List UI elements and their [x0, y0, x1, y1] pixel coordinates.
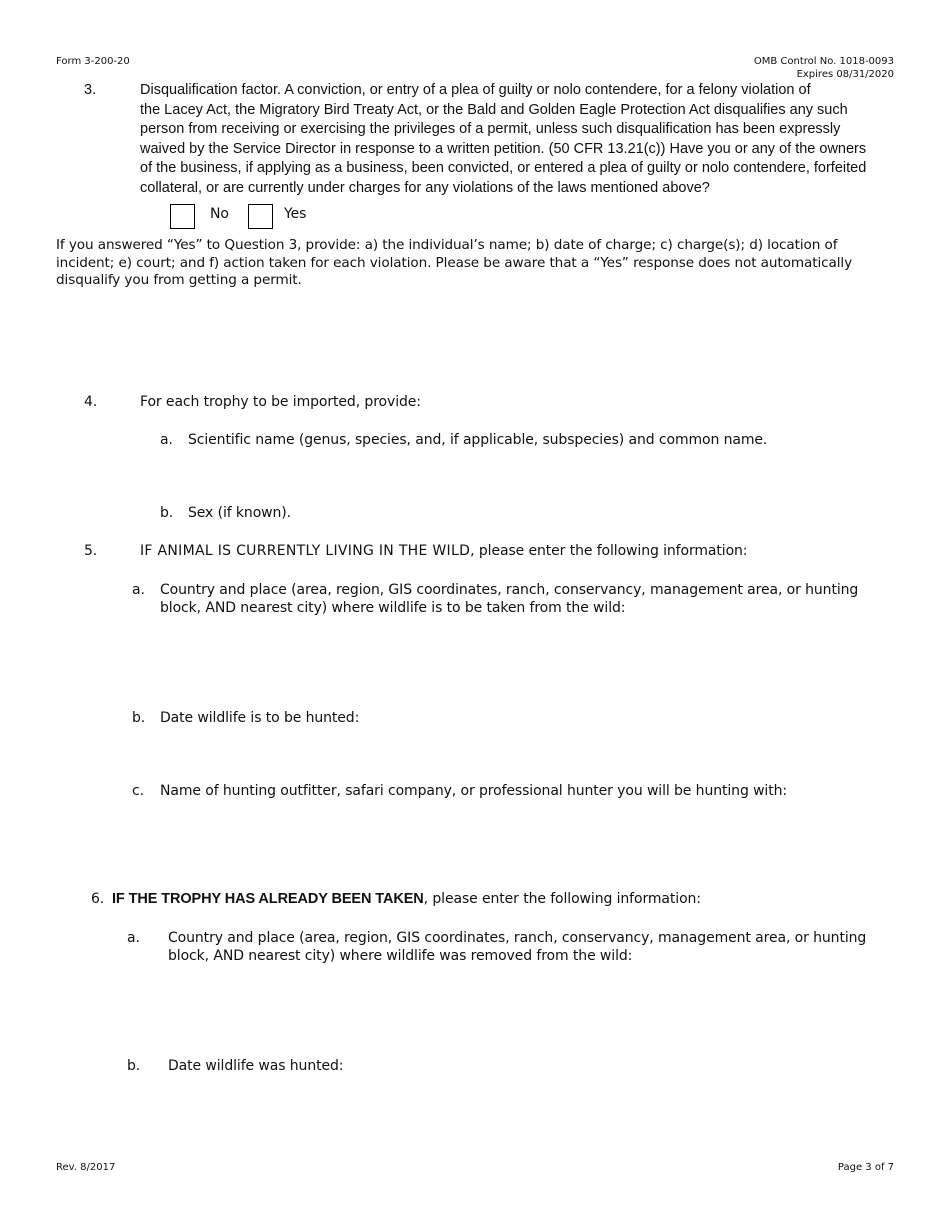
q3-no-checkbox[interactable]: [170, 204, 195, 229]
q5-a-text: [160, 581, 920, 617]
q3-followup-line: If you answered “Yes” to Question 3, provide: a) the individual’s name; b) date of charge; c) charge(s); d) location of: [56, 237, 838, 253]
q4-a-text: Scientific name (genus, species, and, if applicable, subspecies) and common name.: [188, 432, 768, 448]
q6-heading-rest: , please enter the following information:: [423, 891, 701, 907]
page-number: Page 3 of 7: [837, 1162, 894, 1173]
omb-control-number: OMB Control No. 1018-0093: [753, 56, 894, 67]
q6-b-label: b.: [127, 1058, 141, 1074]
q3-yes-checkbox[interactable]: [248, 204, 273, 229]
q5-heading-rest: , please enter the following information:: [470, 543, 748, 559]
q5-heading-caps: IF ANIMAL IS CURRENTLY LIVING IN THE WILD: [140, 543, 471, 559]
form-number: Form 3-200-20: [56, 56, 130, 67]
q5-a-line: Country and place (area, region, GIS coordinates, ranch, conservancy, management area, or hunting: [160, 582, 859, 598]
q3-line: collateral, or are currently under charges for any violations of the laws mentioned above?: [140, 179, 710, 196]
q3-no-label: No: [210, 206, 229, 222]
q6-heading-bold: IF THE TROPHY HAS ALREADY BEEN TAKEN: [112, 891, 424, 907]
q6-number: 6.: [91, 891, 105, 907]
q3-number: 3.: [84, 82, 97, 98]
q4-b-text: Sex (if known).: [188, 505, 292, 521]
q3-followup-line: incident; e) court; and f) action taken for each violation. Please be aware that a “Yes” response does not automatically: [56, 254, 853, 271]
q5-b-label: b.: [132, 710, 146, 726]
q5-c-label: c.: [132, 783, 144, 799]
q5-heading: [140, 542, 747, 560]
q4-number: 4.: [84, 394, 98, 410]
expiration-date: Expires 08/31/2020: [796, 69, 894, 80]
q5-number: 5.: [84, 543, 98, 559]
q5-a-line: block, AND nearest city) where wildlife is to be taken from the wild:: [160, 600, 626, 616]
q4-b-label: b.: [160, 505, 174, 521]
q3-line: person from receiving or exercising the privileges of a permit, unless such disqualification has been expressly: [140, 121, 841, 137]
q6-a-line: Country and place (area, region, GIS coordinates, ranch, conservancy, management area, or hunting: [168, 930, 867, 946]
q5-c-text: Name of hunting outfitter, safari company, or professional hunter you will be hunting with:: [160, 783, 787, 799]
q4-a-label: a.: [160, 432, 173, 448]
q3-line: of the business, if applying as a business, been convicted, or entered a plea of guilty or nolo contendere, forfeited: [140, 160, 867, 176]
q5-a-label: a.: [132, 582, 145, 598]
q3-line: the Lacey Act, the Migratory Bird Treaty Act, or the Bald and Golden Eagle Protection Act disqualifies any such: [140, 101, 848, 118]
q3-line: waived by the Service Director in response to a written petition. (50 CFR 13.21(c)) Have you or any of the owners: [140, 140, 867, 157]
q6-a-line: block, AND nearest city) where wildlife was removed from the wild:: [168, 948, 633, 964]
q3-line: Disqualification factor. A conviction, or entry of a plea of guilty or nolo contendere, for a felony violation of: [140, 82, 811, 98]
q3-followup-line: disqualify you from getting a permit.: [56, 272, 302, 288]
revision-date: Rev. 8/2017: [56, 1162, 116, 1173]
q4-text: For each trophy to be imported, provide:: [140, 394, 421, 410]
q3-followup: [56, 237, 916, 290]
q3-question: [140, 81, 930, 198]
q3-yes-label: Yes: [284, 206, 307, 222]
q6-a-label: a.: [127, 930, 140, 946]
q6-b-text: Date wildlife was hunted:: [168, 1058, 344, 1074]
q5-b-text: Date wildlife is to be hunted:: [160, 710, 360, 726]
q6-heading: [112, 890, 701, 908]
q6-a-text: [168, 929, 928, 965]
